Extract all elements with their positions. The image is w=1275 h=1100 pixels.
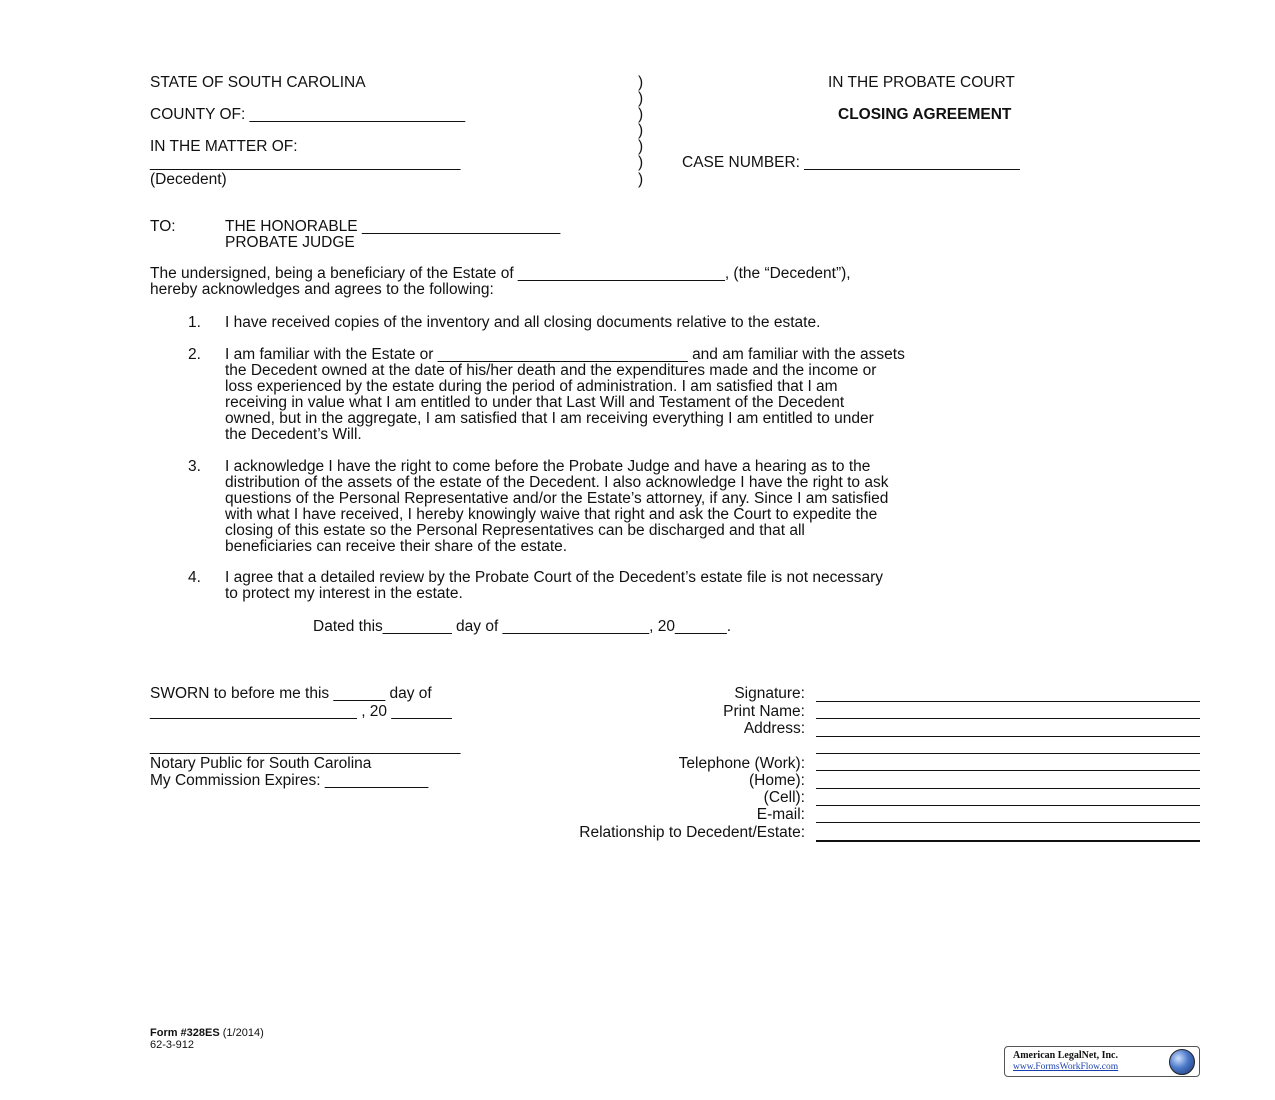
item-line: I have received copies of the inventory and all closing documents relative to the estate. xyxy=(225,314,821,331)
relationship-label: Relationship to Decedent/Estate: xyxy=(579,824,805,841)
form-number-block xyxy=(150,1027,264,1039)
item-number: 2. xyxy=(188,346,201,363)
matter-label: IN THE MATTER OF: xyxy=(150,138,298,155)
item-line: distribution of the assets of the estate of the Decedent. I also acknowledge I have the right to ask xyxy=(225,474,889,491)
item-text xyxy=(225,459,1125,555)
intro-paragraph xyxy=(150,266,1130,298)
american-legalnet-logo[interactable] xyxy=(1004,1046,1200,1077)
logo-url-link[interactable]: www.FormsWorkFlow.com xyxy=(1013,1062,1119,1072)
item-line: with what I have received, I hereby knowingly waive that right and ask the Court to expedite the xyxy=(225,506,878,523)
item-number: 4. xyxy=(188,569,201,586)
telephone-cell-field[interactable] xyxy=(816,805,1200,806)
paren: ) xyxy=(638,74,644,91)
paren: ) xyxy=(638,106,644,123)
item-number: 3. xyxy=(188,458,201,475)
address-field[interactable] xyxy=(816,736,1200,737)
to-label: TO: xyxy=(150,218,176,235)
relationship-field[interactable] xyxy=(816,840,1200,842)
telephone-work-label: Telephone (Work): xyxy=(678,755,805,772)
decedent-label: (Decedent) xyxy=(150,171,227,188)
item-number: 1. xyxy=(188,314,201,331)
address-field-line-2[interactable] xyxy=(816,753,1200,754)
globe-icon xyxy=(1169,1049,1195,1075)
sworn-line: SWORN to before me this ______ day of xyxy=(150,685,432,702)
to-judge-title: PROBATE JUDGE xyxy=(225,234,355,251)
state-heading: STATE OF SOUTH CAROLINA xyxy=(150,74,366,91)
item-line: loss experienced by the estate during the period of administration. I am satisfied that I am xyxy=(225,378,838,395)
item-line: questions of the Personal Representative and/or the Estate’s attorney, if any. Since I am satisfied xyxy=(225,490,889,507)
document-title: CLOSING AGREEMENT xyxy=(838,106,1012,123)
paren: ) xyxy=(638,154,644,171)
form-date: (1/2014) xyxy=(222,1027,264,1039)
item-line: I acknowledge I have the right to come before the Probate Judge and have a hearing as to the xyxy=(225,458,871,475)
paren: ) xyxy=(638,90,644,107)
court-heading: IN THE PROBATE COURT xyxy=(828,74,1015,91)
intro-line: The undersigned, being a beneficiary of the Estate of ________________________, (the “Decedent”), xyxy=(150,265,851,282)
telephone-home-label: (Home): xyxy=(749,772,805,789)
notary-title: Notary Public for South Carolina xyxy=(150,755,372,772)
statute-reference: 62-3-912 xyxy=(150,1039,195,1051)
telephone-work-field[interactable] xyxy=(816,770,1200,771)
telephone-cell-label: (Cell): xyxy=(763,789,805,806)
matter-line: ____________________________________ xyxy=(150,154,461,171)
item-line: receiving in value what I am entitled to under that Last Will and Testament of the Decedent xyxy=(225,394,845,411)
item-line: to protect my interest in the estate. xyxy=(225,585,463,602)
item-line: I agree that a detailed review by the Probate Court of the Decedent’s estate file is not necessary xyxy=(225,569,883,586)
case-number-field: CASE NUMBER: _________________________ xyxy=(682,154,1020,171)
form-number: Form #328ES xyxy=(150,1027,220,1039)
notary-signature-line: ____________________________________ xyxy=(150,738,461,755)
signature-field[interactable] xyxy=(816,701,1200,702)
item-line: closing of this estate so the Personal Representatives can be discharged and that all xyxy=(225,522,805,539)
commission-expires: My Commission Expires: ____________ xyxy=(150,772,429,789)
print-name-field[interactable] xyxy=(816,718,1200,719)
item-line: beneficiaries can receive their share of the estate. xyxy=(225,538,568,555)
email-label: E-mail: xyxy=(756,806,805,823)
item-text xyxy=(225,315,1125,331)
item-text xyxy=(225,347,1125,443)
print-name-label: Print Name: xyxy=(723,703,805,720)
paren: ) xyxy=(638,122,644,139)
item-text xyxy=(225,570,1125,602)
sworn-date-line: ________________________ , 20 _______ xyxy=(150,703,452,720)
item-line: I am familiar with the Estate or _____________________________ and am familiar with the assets xyxy=(225,346,905,363)
paren: ) xyxy=(638,171,644,188)
item-line: the Decedent’s Will. xyxy=(225,426,362,443)
dated-line: Dated this________ day of _________________, 20______. xyxy=(313,618,732,635)
email-field[interactable] xyxy=(816,822,1200,823)
to-judge-line: THE HONORABLE _______________________ xyxy=(225,218,561,235)
intro-line: hereby acknowledges and agrees to the following: xyxy=(150,281,494,298)
signature-label: Signature: xyxy=(734,685,805,702)
address-label: Address: xyxy=(743,720,805,737)
item-line: the Decedent owned at the date of his/her death and the expenditures made and the income or xyxy=(225,362,877,379)
logo-company: American LegalNet, Inc. xyxy=(1013,1050,1118,1061)
county-field: COUNTY OF: _________________________ xyxy=(150,106,466,123)
telephone-home-field[interactable] xyxy=(816,788,1200,789)
paren: ) xyxy=(638,138,644,155)
item-line: owned, but in the aggregate, I am satisfied that I am receiving everything I am entitled to under xyxy=(225,410,874,427)
